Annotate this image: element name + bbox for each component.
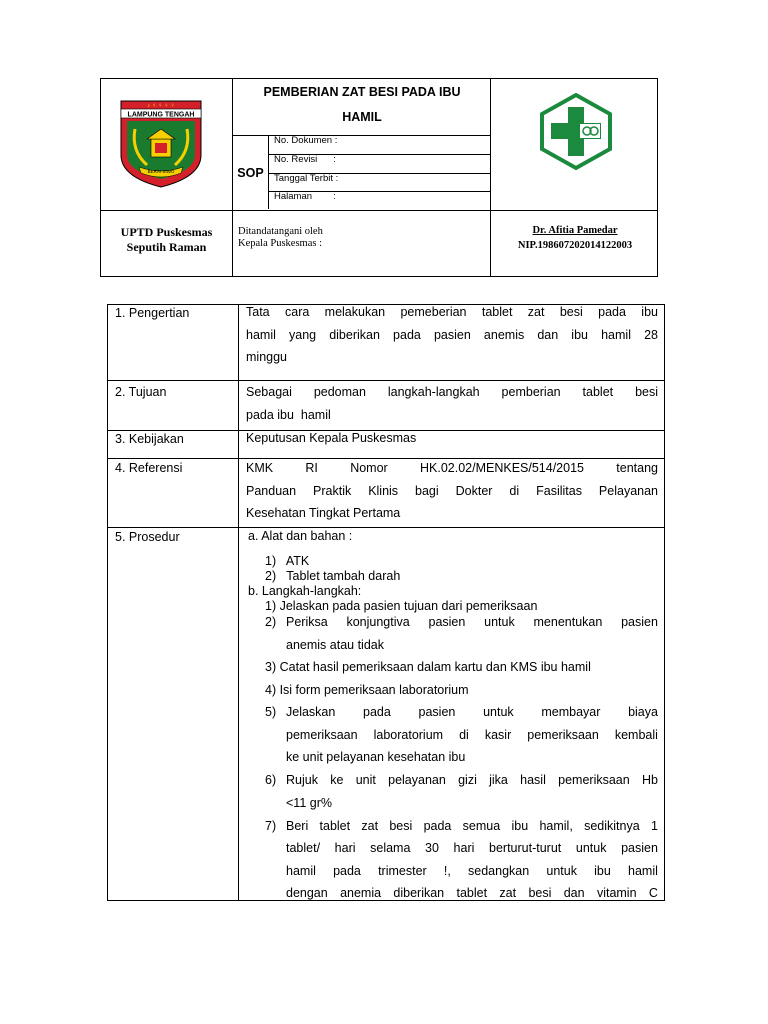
word: pemeriksaan <box>527 728 599 742</box>
word: tablet <box>319 819 351 833</box>
doctor-name: Dr. Afitia Pamedar <box>532 225 618 236</box>
lampung-tengah-logo <box>117 99 205 189</box>
word: dan <box>563 886 585 900</box>
word: tablet/ <box>286 841 321 855</box>
kebijakan-label: 3. Kebijakan <box>115 432 184 446</box>
word: Hb <box>641 773 658 787</box>
step-line <box>286 819 658 833</box>
step-line <box>286 886 658 900</box>
pengertian-text <box>246 301 658 369</box>
word: pasien <box>418 705 456 719</box>
word: laboratorium <box>373 728 444 742</box>
langkah-step <box>286 705 658 719</box>
word: pasien <box>621 615 658 629</box>
word: pada <box>363 705 391 719</box>
document-title <box>233 79 491 130</box>
referensi-line: Kesehatan Tingkat Pertama <box>246 506 401 520</box>
step-number: 5) <box>265 705 277 719</box>
word: !, <box>443 864 451 878</box>
signed-line-1: Ditandatangani oleh <box>238 226 323 237</box>
word: besi <box>528 886 552 900</box>
word: gizi <box>458 773 477 787</box>
no-revisi-label: No. Revisi : <box>274 154 336 165</box>
signed-by <box>238 226 323 250</box>
word: pemeriksaan <box>558 773 630 787</box>
word: anemia <box>340 886 382 900</box>
word: di <box>459 728 469 742</box>
word: Periksa <box>286 615 328 629</box>
word: untuk <box>546 864 577 878</box>
logo-top-text: ♪ ♀ ♀ ♀ ♀ <box>147 103 175 109</box>
word: jika <box>489 773 508 787</box>
sop-header <box>100 78 658 277</box>
word: konjungtiva <box>346 615 410 629</box>
prosedur-label: 5. Prosedur <box>115 530 180 544</box>
word: sedangkan <box>468 864 530 878</box>
pengertian-label: 1. Pengertian <box>115 306 190 320</box>
signed-line-2: Kepala Puskesmas : <box>238 238 322 249</box>
referensi-label: 4. Referensi <box>115 461 183 475</box>
word: selama <box>370 841 411 855</box>
title-line-2: HAMIL <box>342 110 382 124</box>
unit-name <box>101 225 232 255</box>
no-dokumen-label: No. Dokumen : <box>274 135 338 146</box>
logo-banner-text: LAMPUNG TENGAH <box>127 111 195 119</box>
step-line-wrap <box>286 841 658 855</box>
step-line: <11 gr% <box>286 796 332 810</box>
word: kasir <box>484 728 512 742</box>
tanggal-terbit-label: Tanggal Terbit : <box>274 173 339 184</box>
step-line <box>286 615 658 629</box>
referensi-line: KMK RI Nomor HK.02.02/MENKES/514/2015 tentang <box>246 461 658 475</box>
pengertian-line: Tata cara melakukan pemeberian tablet zat besi pada ibu <box>246 305 658 319</box>
step-line <box>286 705 658 719</box>
word: untuk <box>575 841 607 855</box>
word: trimester <box>378 864 427 878</box>
step-number: 6) <box>265 773 277 787</box>
langkah-step: 1) Jelaskan pada pasien tujuan dari pemeriksaan <box>265 599 538 613</box>
pengertian-line: minggu <box>246 350 287 364</box>
word: pasien <box>428 615 466 629</box>
word: pelayanan <box>388 773 446 787</box>
word: Jelaskan <box>286 705 336 719</box>
step-line <box>286 728 658 742</box>
word: hamil, <box>539 819 573 833</box>
divider <box>101 210 657 211</box>
puskesmas-logo <box>540 93 612 170</box>
word: pasien <box>621 841 658 855</box>
word: tablet <box>456 886 488 900</box>
word: untuk <box>483 705 514 719</box>
word: membayar <box>541 705 601 719</box>
step-line <box>286 841 658 855</box>
langkah-step: 4) Isi form pemeriksaan laboratorium <box>265 683 469 697</box>
word: pada <box>423 819 452 833</box>
langkah-step: 3) Catat hasil pemeriksaan dalam kartu dan KMS ibu hamil <box>265 660 591 674</box>
word: zat <box>499 886 517 900</box>
word: zat <box>361 819 379 833</box>
step-line <box>286 773 658 787</box>
langkah-step <box>286 819 658 833</box>
step-line-wrap <box>286 728 658 742</box>
alat-item: 2) Tablet tambah darah <box>265 569 401 583</box>
word: diberikan <box>393 886 445 900</box>
word: kembali <box>614 728 658 742</box>
word: untuk <box>484 615 515 629</box>
word: vitamin <box>596 886 637 900</box>
unit-line-2: Seputih Raman <box>126 240 207 254</box>
divider <box>268 135 269 209</box>
referensi-line: Panduan Praktik Klinis bagi Dokter di Fasilitas Pelayanan <box>246 483 658 498</box>
word: menentukan <box>533 615 603 629</box>
langkah-step <box>286 615 658 629</box>
divider <box>232 135 490 136</box>
word: ibu <box>594 864 611 878</box>
word: hari <box>453 841 475 855</box>
doctor-nip: NIP.198607202014122003 <box>517 240 633 251</box>
word: hasil <box>520 773 546 787</box>
halaman-label: Halaman : <box>274 191 336 202</box>
step-number: 7) <box>265 819 277 833</box>
word: Beri <box>286 819 309 833</box>
divider <box>238 305 239 900</box>
langkah-step <box>286 773 658 787</box>
word: Rujuk <box>286 773 318 787</box>
word: ibu <box>511 819 529 833</box>
word: C <box>648 886 658 900</box>
step-number: 2) <box>265 615 277 629</box>
word: berturut-turut <box>489 841 562 855</box>
langkah-title: b. Langkah-langkah: <box>248 584 362 598</box>
title-line-1: PEMBERIAN ZAT BESI PADA IBU <box>263 85 461 99</box>
alat-bahan-title: a. Alat dan bahan : <box>248 529 353 543</box>
word: pemeriksaan <box>286 728 358 742</box>
tujuan-text <box>246 381 658 426</box>
word: 30 <box>425 841 439 855</box>
word: 1 <box>650 819 658 833</box>
word: semua <box>462 819 501 833</box>
tujuan-line: pada ibu hamil <box>246 407 331 422</box>
word: dengan <box>286 886 328 900</box>
step-line-wrap <box>286 886 658 900</box>
word: unit <box>355 773 376 787</box>
logo-ribbon-text: BERAI SIWO <box>147 169 175 174</box>
sop-label: SOP <box>237 166 264 180</box>
pengertian-line: hamil yang diberikan pada pasien anemis dan ibu hamil 28 <box>246 327 658 342</box>
tujuan-line: Sebagai pedoman langkah-langkah pemberian tablet besi <box>246 385 658 399</box>
alat-item: 1) ATK <box>265 554 310 568</box>
word: hamil <box>628 864 658 878</box>
word: hari <box>334 841 356 855</box>
step-line <box>286 864 658 878</box>
word: hamil <box>286 864 316 878</box>
word: ke <box>330 773 344 787</box>
step-line: anemis atau tidak <box>286 638 384 652</box>
sop-content-table <box>107 304 665 901</box>
word: sedikitnya <box>584 819 640 833</box>
tujuan-label: 2. Tujuan <box>115 385 167 399</box>
unit-line-1: UPTD Puskesmas <box>120 225 213 239</box>
word: besi <box>389 819 413 833</box>
doctor-signature <box>491 223 659 253</box>
step-line: ke unit pelayanan kesehatan ibu <box>286 750 466 764</box>
divider <box>108 527 664 528</box>
word: biaya <box>628 705 658 719</box>
word: pada <box>333 864 361 878</box>
kebijakan-text: Keputusan Kepala Puskesmas <box>246 431 417 445</box>
step-line-wrap <box>286 864 658 878</box>
referensi-text <box>246 457 658 525</box>
